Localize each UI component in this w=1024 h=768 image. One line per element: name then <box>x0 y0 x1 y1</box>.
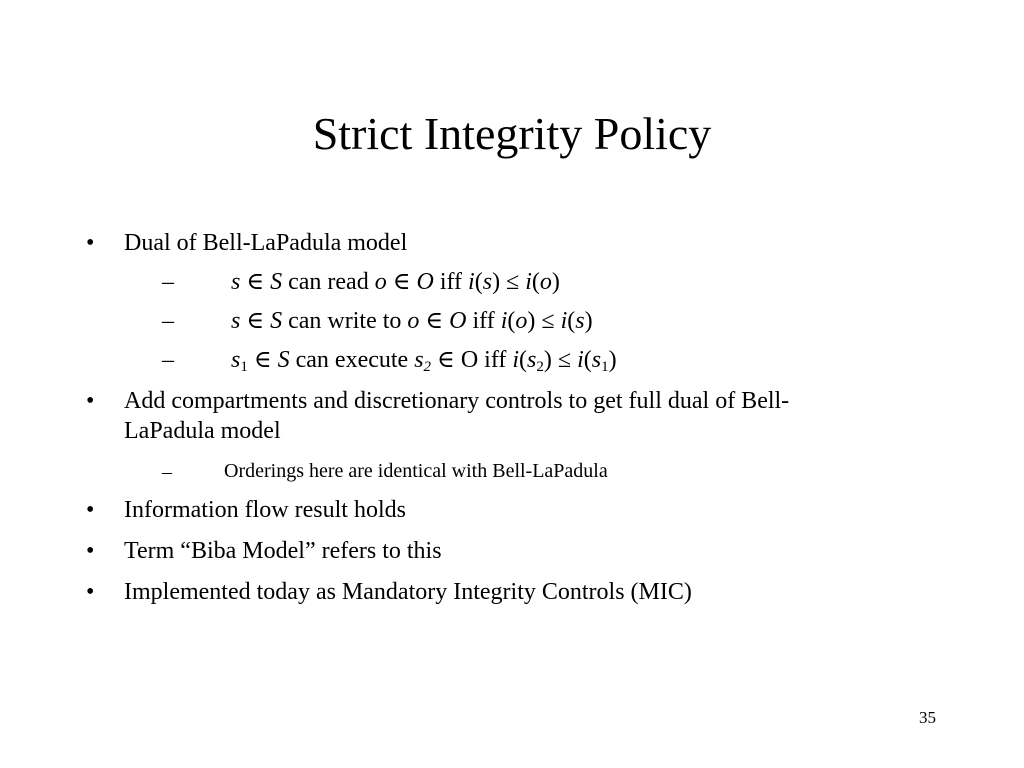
bullet-dual-of-blp: Dual of Bell-LaPadula model <box>124 230 408 256</box>
dash-marker: – <box>162 461 172 483</box>
bullet-marker: • <box>86 538 95 564</box>
sub-bullet-write-rule: s ∈ S can write to o ∈ O iff i(o) ≤ i(s) <box>231 308 593 334</box>
dash-marker: – <box>162 347 174 373</box>
dash-marker: – <box>162 308 174 334</box>
sub-bullet-orderings: Orderings here are identical with Bell-LaPadula <box>224 460 608 482</box>
bullet-biba-model: Term “Biba Model” refers to this <box>124 538 442 564</box>
bullet-information-flow: Information flow result holds <box>124 497 406 523</box>
bullet-mic: Implemented today as Mandatory Integrity Controls (MIC) <box>124 579 692 605</box>
slide-title: Strict Integrity Policy <box>312 108 712 159</box>
page-number: 35 <box>919 708 936 727</box>
bullet-marker: • <box>86 388 95 414</box>
dash-marker: – <box>162 269 174 295</box>
sub-bullet-execute-rule: $s_1$ ∈ S can execute $s_2$ ∈ O iff $i(s_2) \le i(s_1)$ <box>231 347 617 375</box>
sub-bullet-read-rule: s ∈ S can read o ∈ O iff i(s) ≤ i(o) <box>231 269 560 295</box>
bullet-marker: • <box>86 230 95 256</box>
bullet-add-compartments-line2: LaPadula model <box>124 418 281 444</box>
bullet-marker: • <box>86 579 95 605</box>
bullet-add-compartments-line1: Add compartments and discretionary controls to get full dual of Bell- <box>124 388 790 414</box>
bullet-marker: • <box>86 497 95 523</box>
